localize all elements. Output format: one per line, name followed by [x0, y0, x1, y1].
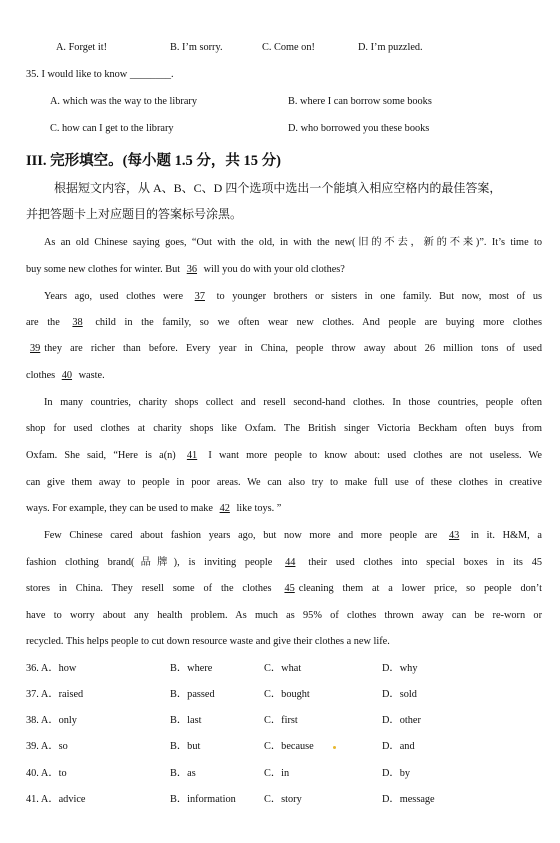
passage-text: ways. For example, they can be used to make [26, 503, 216, 514]
q34-option-d: D. I’m puzzled. [358, 42, 423, 53]
passage-text: fashion clothing brand(品牌), is inviting people [26, 557, 282, 568]
q35-option-c: C. how can I get to the library [50, 123, 174, 134]
blank-44: 44 [285, 557, 296, 568]
answer-option-a: 37. A．raised [26, 689, 84, 700]
passage-line [26, 263, 542, 277]
answer-option-c: C．first [264, 715, 298, 726]
passage-text: buy some new clothes for winter. But [26, 264, 183, 275]
q35-stem [26, 68, 174, 82]
q35-stem-end: . [171, 69, 174, 80]
q35-option-a: A. which was the way to the library [50, 96, 197, 107]
stray-mark-dot [333, 746, 336, 749]
instruction-line-1: 根据短文内容，从 A、B、C、D 四个选项中选出一个能填入相应空格内的最佳答案， [54, 181, 502, 195]
passage-line: As an old Chinese saying goes, “Out with the old, in with the new(旧的不去，新的不来)”. It’s time to [44, 237, 542, 248]
passage-text: will you do with your old clothes? [201, 264, 345, 275]
passage-text: Few Chinese cared about fashion years ago, but now more and more people are [44, 530, 445, 541]
blank-36: 36 [186, 264, 198, 275]
blank-37: 37 [194, 291, 205, 302]
answer-option-a: 36. A．how [26, 663, 77, 674]
answer-option-b: B．passed [170, 689, 215, 700]
answer-row-38 [26, 714, 546, 728]
answer-option-a: 40. A．to [26, 768, 67, 779]
passage-line: can give them away to people in poor areas. We can also try to make full use of these clothes in creative [26, 477, 542, 488]
passage-text: are the [26, 317, 69, 328]
blank-40: 40 [61, 370, 73, 381]
blank-43: 43 [448, 530, 460, 541]
passage-line: recycled. This helps people to cut down resource waste and give their clothes a new life. [26, 636, 390, 647]
passage-line [26, 502, 542, 516]
answer-option-b: B．but [170, 741, 201, 752]
answer-option-d: D．by [382, 768, 411, 779]
answer-option-d: D．other [382, 715, 421, 726]
passage-text: clothes [26, 370, 58, 381]
passage-text: their used clothes into special boxes in its 45 [299, 557, 542, 568]
q35-blank: ________ [129, 69, 172, 80]
answer-option-c: C．story [264, 794, 302, 805]
answer-row-39 [26, 740, 546, 754]
q35-option-d: D. who borrowed you these books [288, 123, 430, 134]
answer-option-c: C．what [264, 663, 302, 674]
passage-line [26, 556, 542, 570]
q34-option-a: A. Forget it! [56, 42, 108, 53]
blank-45: 45 [284, 583, 295, 594]
passage-text: child in the family, so we often wear new clothes. And people are buying more clothes [86, 317, 542, 328]
answer-option-d: D．sold [382, 689, 417, 700]
answer-option-b: B．information [170, 794, 236, 805]
passage-text: to younger brothers or sisters in one family. But now, most of us [208, 291, 543, 302]
passage-text: I want more people to know about: used clothes are not useless. We [201, 450, 542, 461]
instruction-line-2: 并把答题卡上对应题目的答案标号涂黑。 [26, 207, 243, 221]
answer-option-b: B．last [170, 715, 202, 726]
answer-option-c: C．because [264, 741, 314, 752]
answer-option-b: B．as [170, 768, 196, 779]
answer-option-d: D．why [382, 663, 418, 674]
passage-line [26, 369, 542, 383]
answer-row-37 [26, 688, 546, 702]
passage-line [44, 290, 542, 304]
answer-option-c: C．bought [264, 689, 310, 700]
passage-text: waste. [76, 370, 105, 381]
answer-option-d: D．and [382, 741, 415, 752]
passage-text: in it. H&M, a [463, 530, 542, 541]
q35-stem-text: 35. I would like to know [26, 69, 130, 80]
section-title: III. 完形填空。(每小题 1.5 分，共 15 分) [26, 153, 281, 169]
answer-option-b: B．where [170, 663, 213, 674]
answer-row-41 [26, 793, 546, 807]
passage-text: cleaning them at a lower price, so people don’t [298, 583, 543, 594]
q34-option-c: C. Come on! [262, 42, 315, 53]
passage-text: like toys. ” [233, 503, 282, 514]
passage-line [26, 582, 542, 596]
answer-option-d: D．message [382, 794, 435, 805]
passage-text: Oxfam. She said, “Here is a(n) [26, 450, 183, 461]
answer-option-a: 41. A．advice [26, 794, 86, 805]
answer-row-40 [26, 767, 546, 781]
passage-text: Years ago, used clothes were [44, 291, 191, 302]
passage-line [26, 449, 542, 463]
passage-line [26, 342, 542, 356]
passage-line [44, 529, 542, 543]
passage-text: stores in China. They resell some of the clothes [26, 583, 281, 594]
blank-39: 39 [30, 343, 41, 354]
answer-option-a: 39. A．so [26, 741, 68, 752]
q35-option-b: B. where I can borrow some books [288, 96, 432, 107]
passage-line [26, 316, 542, 330]
answer-option-a: 38. A．only [26, 715, 77, 726]
answer-option-c: C．in [264, 768, 290, 779]
passage-line: shop for used clothes at charity shops like Oxfam. The British singer Victoria Beckham often buys from [26, 423, 542, 434]
answer-row-36 [26, 662, 546, 676]
passage-line: In many countries, charity shops collect and resell second-hand clothes. In those countries, people often [44, 397, 542, 408]
q34-option-b: B. I’m sorry. [170, 42, 223, 53]
blank-38: 38 [72, 317, 83, 328]
blank-42: 42 [219, 503, 230, 514]
blank-41: 41 [186, 450, 198, 461]
passage-line: have to worry about any health problem. As much as 95% of clothes thrown away can be re-worn or [26, 610, 542, 621]
passage-text: they are richer than before. Every year in China, people throw away about 26 million tons of used [44, 343, 542, 354]
